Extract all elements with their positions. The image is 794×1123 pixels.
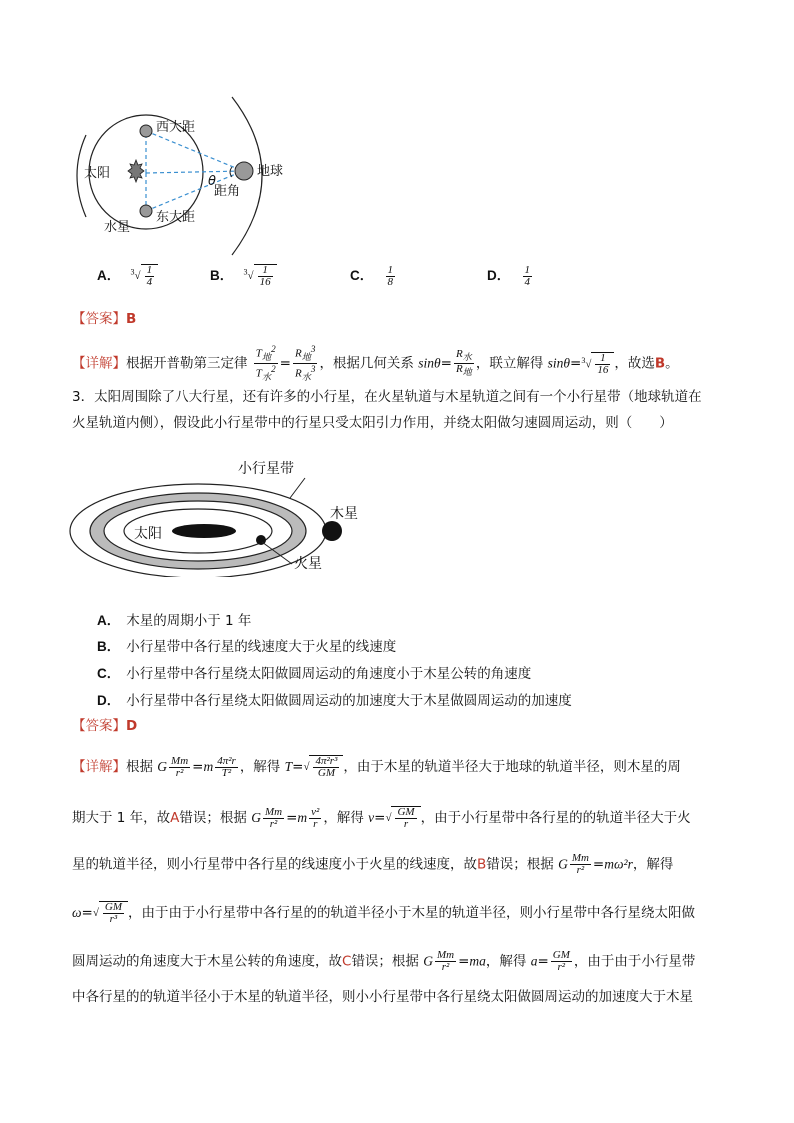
q3-option-a[interactable]: A． 木星的周期小于 1 年 bbox=[97, 613, 252, 629]
label-jupiter: 木星 bbox=[330, 506, 358, 522]
asteroid-belt-diagram bbox=[68, 452, 368, 577]
q3-option-c[interactable]: C． 小行星带中各行星绕太阳做圆周运动的角速度小于木星公转的角速度 bbox=[97, 666, 532, 682]
sun-icon bbox=[172, 524, 236, 538]
sun-icon bbox=[128, 160, 144, 182]
q2-detail: 【详解】根据开普勒第三定律 $\frac{T_地^2}{T_水^2}$ = $\frac{R_地^3}{R_水^3}$ ，根据几何关系 sinθ= $\frac{R_水}{R_地}$ ，联立解得 sinθ=$^3$√ $\frac{1}{16}$ ，故选B。 bbox=[72, 344, 679, 382]
q3-stem-line1: 3．太阳周围除了八大行星，还有许多的小行星，在火星轨道与木星轨道之间有一个小行星带（地球轨道在 bbox=[72, 389, 702, 405]
q3-detail-line5: 圆周运动的角速度大于木星公转的角速度，故C错误；根据 G $\frac{Mm}{\text{r²}}$ =ma，解得 a= $\frac{GM}{\text{r²}}$ ，由于由于小行星带 bbox=[72, 949, 696, 973]
q3-detail-line3: 星的轨道半径，则小行星带中各行星的线速度小于火星的线速度，故B错误；根据 G $\frac{Mm}{\text{r²}}$ =mω²r，解得 bbox=[72, 852, 674, 876]
q3-detail-line1: 【详解】根据 G $\frac{Mm}{\text{r²}}$ =m $\frac{\text{4π²r}}{\text{T²}}$ ，解得 T=√ $\frac{\text{4π²r³}}{GM}$ ，由于木星的轨道半径大于地球的轨道半径，则木星的周 bbox=[72, 754, 681, 779]
q2-option-a[interactable]: A． $^3$√ $\frac{1}{4}$ bbox=[97, 264, 158, 288]
q3-option-b[interactable]: B． 小行星带中各行星的线速度大于火星的线速度 bbox=[97, 639, 397, 655]
label-east: 东大距 bbox=[156, 210, 196, 225]
q2-answer: 【答案】B bbox=[72, 311, 137, 327]
east-elongation-mercury-icon bbox=[140, 205, 152, 217]
label-west: 西大距 bbox=[156, 120, 196, 135]
q2-option-d[interactable]: D． $\frac{1}{4}$ bbox=[487, 263, 531, 288]
label-earth: 地球 bbox=[257, 164, 284, 179]
q3-detail-line6: 中各行星的的轨道半径小于木星的轨道半径，则小小行星带中各行星绕太阳做圆周运动的加速度大于木星 bbox=[72, 989, 693, 1005]
label-belt: 小行星带 bbox=[238, 461, 294, 477]
q3-option-d[interactable]: D． 小行星带中各行星绕太阳做圆周运动的加速度大于木星做圆周运动的加速度 bbox=[97, 693, 572, 709]
label-mercury: 水星 bbox=[104, 220, 131, 235]
jupiter-icon bbox=[322, 521, 342, 541]
label-theta: θ bbox=[208, 174, 216, 189]
elongation-diagram bbox=[60, 95, 320, 260]
q3-answer: 【答案】D bbox=[72, 718, 138, 734]
west-elongation-mercury-icon bbox=[140, 125, 152, 137]
q3-detail-line2: 期大于 1 年，故A错误；根据 G $\frac{Mm}{\text{r²}}$ =m $\frac{\text{v²}}{r}$ ，解得 v=√ $\frac{GM}{r}$ ，由于小行星带中各行星的的轨道半径大于火 bbox=[72, 805, 691, 830]
earth-icon bbox=[235, 162, 253, 180]
q2-option-c[interactable]: C． $\frac{1}{8}$ bbox=[350, 263, 394, 288]
q3-detail-line4: ω=√ $\frac{GM}{\text{r³}}$ ，由于由于小行星带中各行星的的轨道半径小于木星的轨道半径，则小行星带中各行星绕太阳做 bbox=[72, 901, 696, 925]
label-angle: 距角 bbox=[214, 184, 241, 199]
q3-stem-line2: 火星轨道内侧），假设此小行星带中的行星只受太阳引力作用，并绕太阳做匀速圆周运动，则（ ） bbox=[72, 415, 673, 431]
label-sun: 太阳 bbox=[134, 526, 162, 542]
label-sun: 太阳 bbox=[84, 166, 111, 181]
q2-option-b[interactable]: B． $^3$√ $\frac{1}{16}$ bbox=[210, 264, 277, 288]
label-mars: 火星 bbox=[294, 556, 322, 572]
